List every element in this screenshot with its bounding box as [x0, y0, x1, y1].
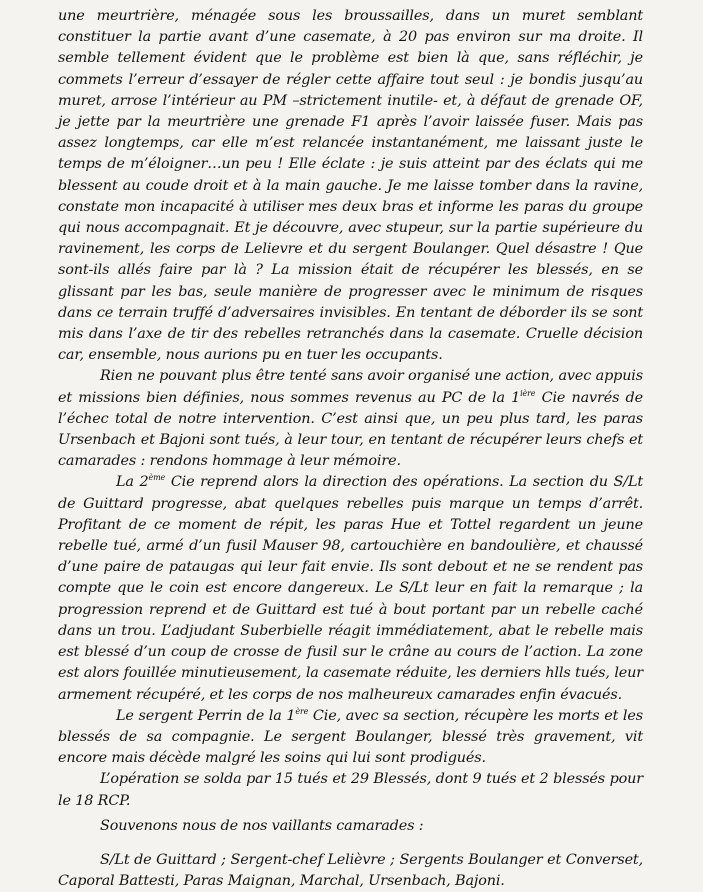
- paragraph-memorial-intro: Souvenons nous de nos vaillants camarades :: [100, 817, 424, 834]
- spacer: [58, 837, 643, 850]
- ordinal-suffix: ière: [520, 388, 536, 398]
- paragraph-text: Rien ne pouvant plus être tenté sans avoir organisé une action, avec appuis et missions bien définies, nous sommes revenus au PC de la 1: [58, 368, 643, 406]
- ordinal-suffix: ème: [148, 473, 166, 483]
- paragraph-operation-result: L’opération se solda par 15 tués et 29 Blessés, dont 9 tués et 2 blessés pour le 18 RCP.: [58, 771, 643, 809]
- paragraph-text: Cie reprend alors la direction des opérations. La section du S/Lt de Guittard progresse, abat quelques rebelles puis marque un temps d’arrêt. Profitant de ce moment de répit, les paras Hue et Tottel regardent un jeune rebelle tué, armé d’un fusil Mauser 98, cartouchière en bandoulière, et chaussé d’une paire de pataugas qui leur fait envie. Ils sont debout et ne se rendent pas compte que le coin est encore dangereux. Le S/Lt leur en fait la remarque ; la progression reprend et de Guittard est tué à bout portant par un rebelle caché dans un trou. L’adjudant Suberbielle réagit immédiatement, abat le rebelle mais est blessé d’un coup de crosse de fusil sur le crâne au cours de l’action. La zone est alors fouillée minutieusement, la casemate réduite, les derniers hlls tués, leur armement récupéré, et les corps de nos malheureux camarades enfin évacués.: [58, 474, 643, 703]
- paragraph-text: Le sergent Perrin de la 1: [116, 707, 296, 724]
- paragraph-grenade-incident: une meurtrière, ménagée sous les broussailles, dans un muret semblant constituer la partie avant d’une casemate, à 20 pas environ sur ma droite. Il semble tellement évident que le problème est bien là que, sans réfléchir, je commets l’erreur d’essayer de régler cette affaire tout seul : je bondis jusqu’au muret, arrose l’intérieur au PM –strictement inutile- et, à défaut de grenade OF, je jette par la meurtrière une grenade F1 après l’avoir laissée fuser. Mais pas assez longtemps, car elle m’est relancée instantanément, me laissant juste le temps de m’éloigner…un peu ! Elle éclate : je suis atteint par des éclats qui me blessent au coude droit et à la main gauche. Je me laisse tomber dans la ravine, constate mon incapacité à utiliser mes deux bras et informe les paras du groupe qui nous accompagnait. Et je découvre, avec stupeur, sur la partie supérieure du ravinement, les corps de Lelievre et du sergent Boulanger. Quel désastre ! Que sont-ils allés faire par là ? La mission était de récupérer les blessés, en se glissant par les bas, seule manière de progresser avec le minimum de risques dans ce terrain truffé d’adversaires invisibles. En tentant de déborder ils se sont mis dans l’axe de tir des rebelles retranchés dans la casemate. Cruelle décision car, ensemble, nous aurions pu en tuer les occupants.: [58, 8, 643, 364]
- ordinal-suffix: ère: [295, 706, 309, 716]
- paragraph-sergent-perrin: [58, 706, 643, 770]
- document-body: [58, 6, 643, 892]
- paragraph-text: La 2: [116, 474, 149, 491]
- paragraph-return-to-pc: [58, 366, 643, 472]
- paragraph-fallen-names: S/Lt de Guittard ; Sergent-chef Lelièvre ; Sergents Boulanger et Converset, Caporal Battesti, Paras Maignan, Marchal, Ursenbach, Bajoni.: [58, 851, 643, 890]
- paragraph-text: Cie, avec sa section, récupère les morts et les blessés de sa compagnie. Le sergent Boulanger, blessé très gravement, vit encore mais décède malgré les soins qui lui sont prodigués.: [58, 707, 643, 767]
- paragraph-second-company: [58, 472, 643, 705]
- paragraph-text: Cie navrés de l’échec total de notre intervention. C’est ainsi que, un peu plus tard, les paras Ursenbach et Bajoni sont tués, à leur tour, en tentant de récupérer leurs chefs et camarades : rendons hommage à leur mémoire.: [58, 389, 643, 470]
